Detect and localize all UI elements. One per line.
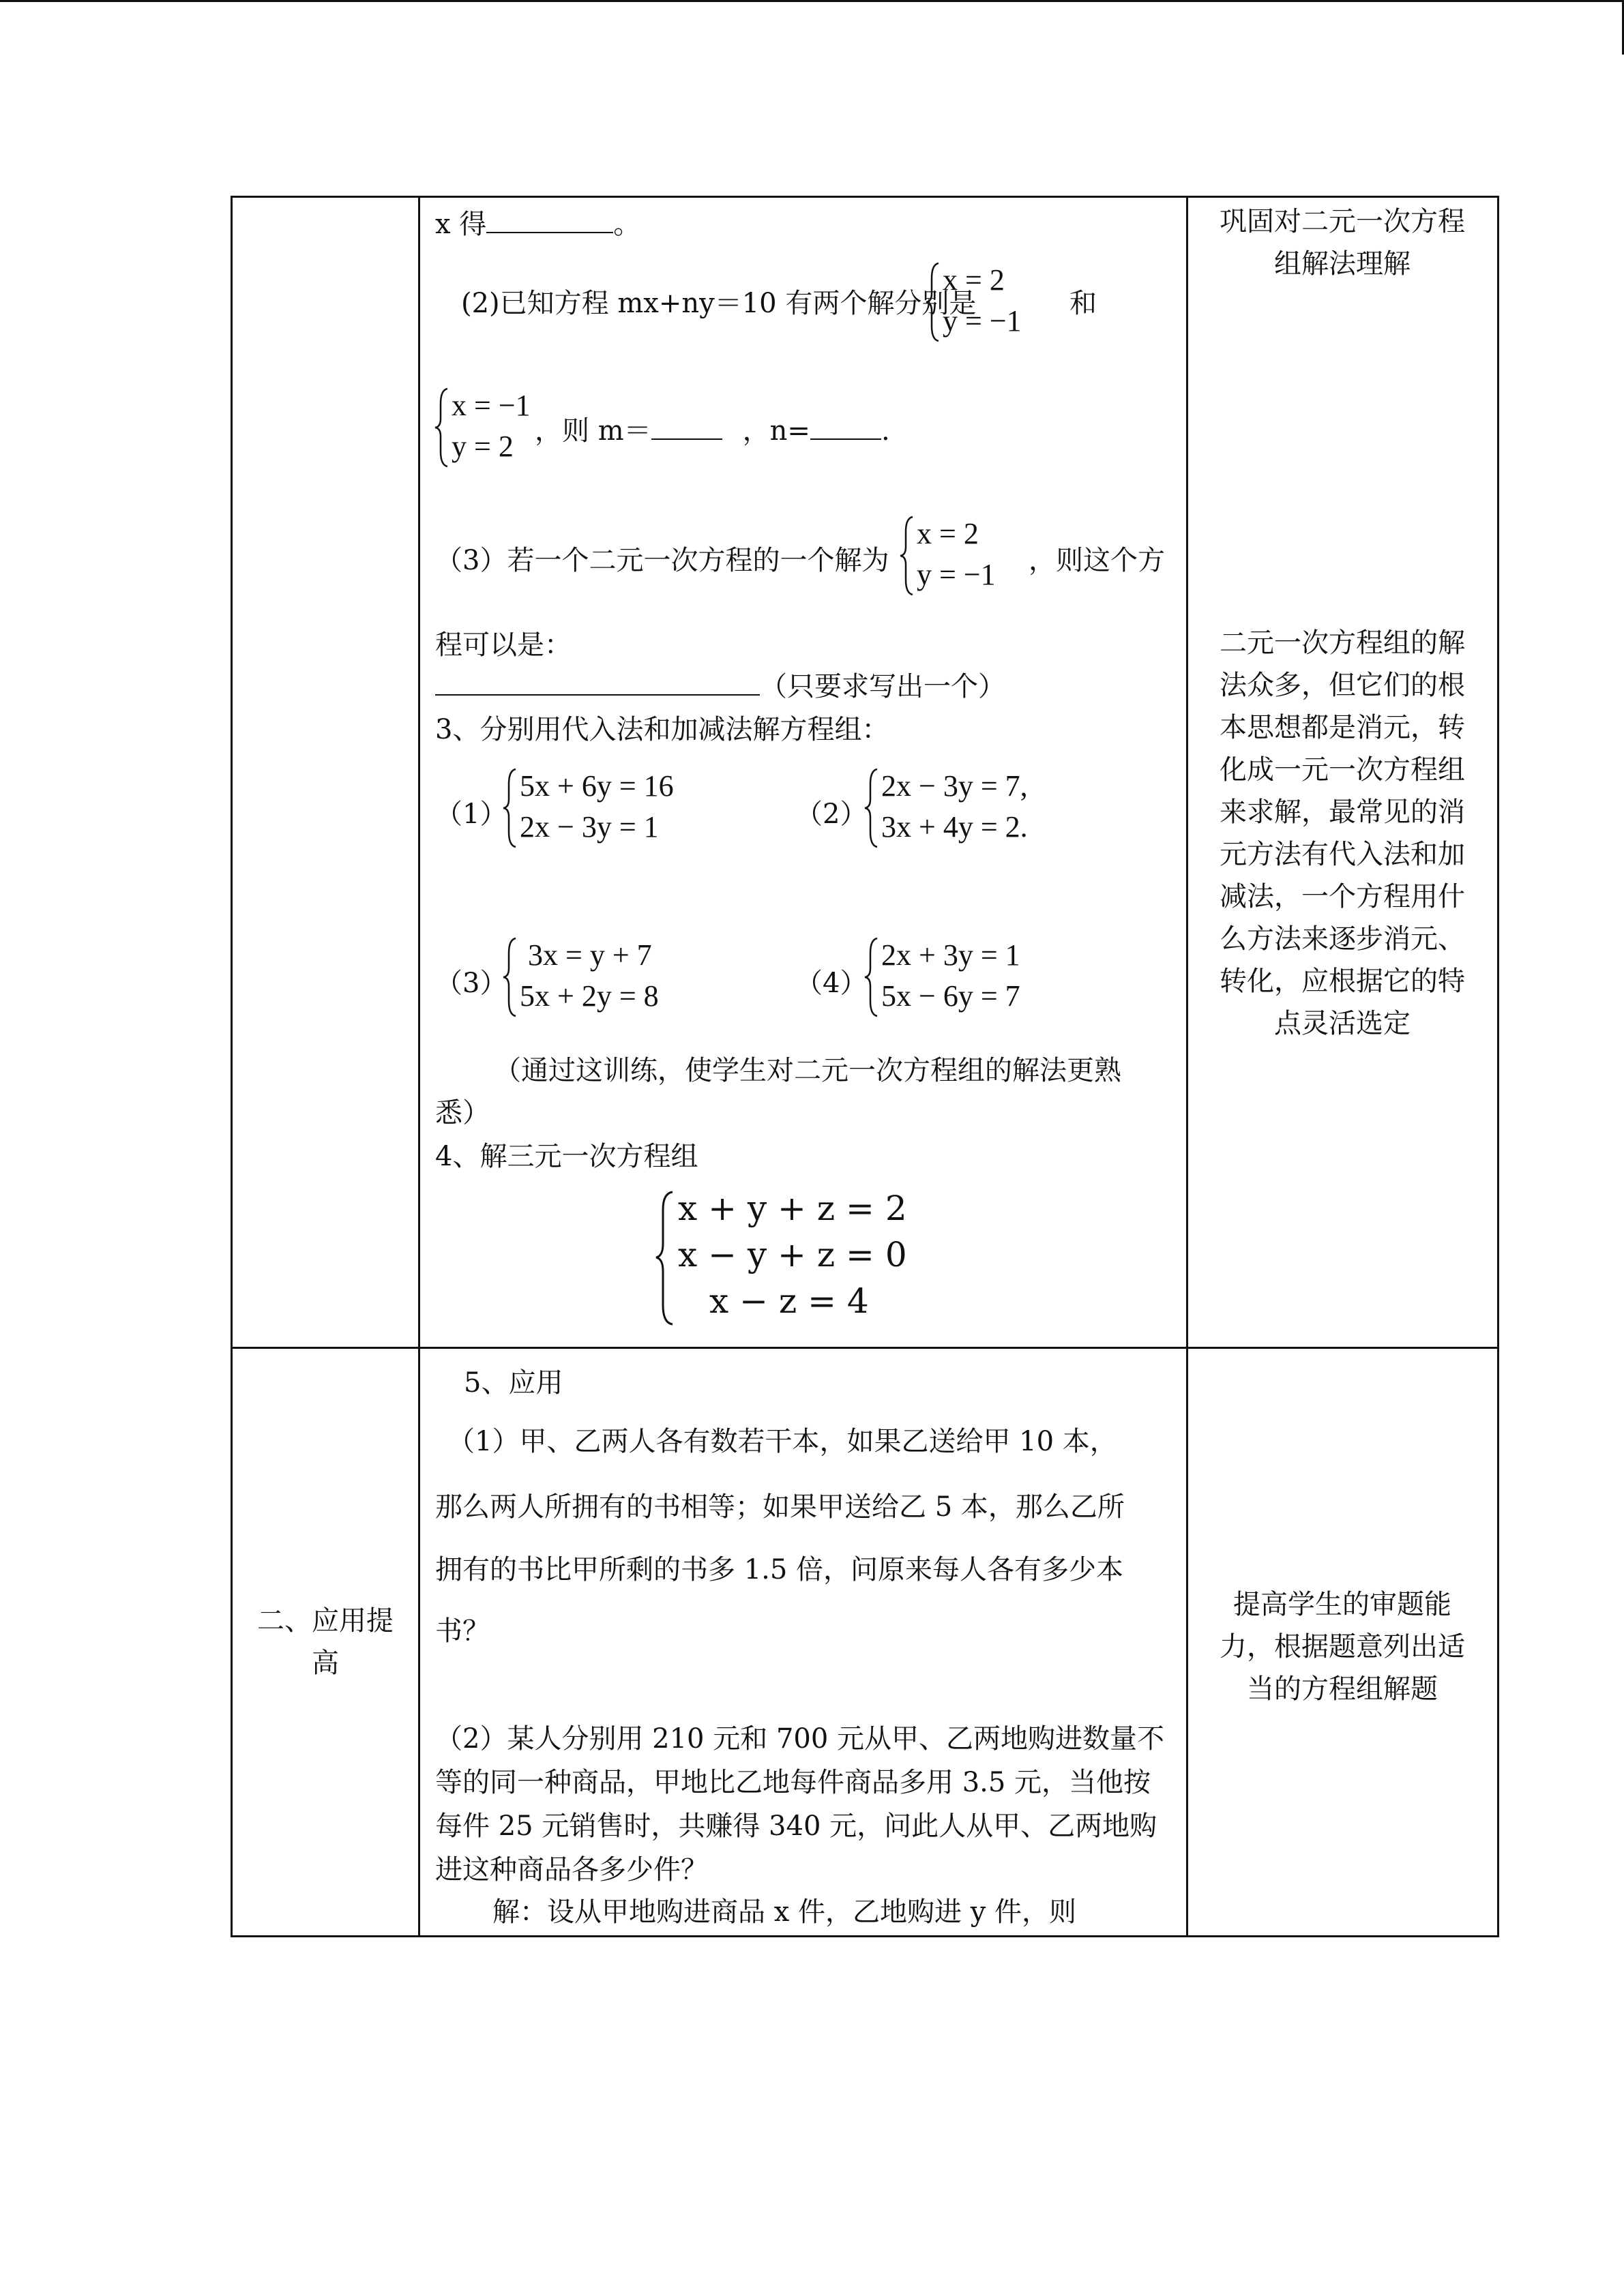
app-q2-line: 每件 25 元销售时，共赚得 340 元，问此人从甲、乙两地购 [435, 1810, 1157, 1842]
table-row [232, 197, 1498, 1348]
p3-label-1: （1） [435, 799, 507, 830]
brace-icon [924, 258, 944, 346]
app-q1-line: 拥有的书比甲所剩的书多 1.5 倍，问原来每人各有多少本 [435, 1554, 1124, 1585]
equation: x − y + z = 0 [678, 1235, 907, 1274]
p3-label-4: （4） [795, 968, 868, 999]
purpose-note-1: 巩固对二元一次方程 组解法理解 [1220, 206, 1465, 280]
brace-icon [432, 383, 453, 472]
equation: 5x + 2y = 8 [520, 979, 659, 1013]
equation: x + y + z = 2 [678, 1189, 907, 1228]
stage-cell [232, 1348, 419, 1937]
p4-system [652, 1185, 939, 1335]
equation: x = 2 [943, 263, 1005, 297]
top-border-line [0, 0, 1624, 2]
p3-label-2: （2） [795, 799, 868, 830]
equation: x − z = 4 [709, 1281, 869, 1321]
app-q2-line: （2）某人分别用 210 元和 700 元从甲、乙两地购进数量不 [435, 1723, 1165, 1755]
q2-system-1 [924, 258, 1060, 346]
equation: 2x − 3y = 7, [881, 769, 1028, 803]
equation: y = −1 [943, 304, 1022, 338]
line-x-result: x 得 。 [435, 209, 641, 240]
q3-answer-line: （只要求写出一个） [435, 670, 1005, 703]
question-2-text: (2)已知方程 mx+ny＝10 有两个解分别是 [461, 288, 977, 319]
app-q2-line: 进这种商品各多少件？ [435, 1854, 708, 1885]
p3-label-3: （3） [435, 968, 507, 999]
brace-icon [501, 933, 521, 1022]
part-5-title: 5、应用 [464, 1367, 563, 1399]
training-note-line-1: （通过这训练，使学生对二元一次方程组的解法更熟 [494, 1055, 1121, 1086]
training-note-line-2: 悉） [435, 1097, 490, 1129]
equation: 2x + 3y = 1 [881, 938, 1020, 972]
part-4-title: 4、解三元一次方程组 [435, 1141, 698, 1172]
application-cell [419, 1348, 1187, 1937]
app-q2-line: 等的同一种商品，甲地比乙地每件商品多用 3.5 元，当他按 [435, 1767, 1151, 1798]
purpose-note-3: 提高学生的审题能 力，根据题意列出适 当的方程组解题 [1220, 1589, 1465, 1705]
equation: 5x − 6y = 7 [881, 979, 1020, 1013]
purpose-cell [1187, 197, 1498, 1348]
equation: 3x + 4y = 2. [881, 810, 1028, 844]
purpose-cell [1187, 1348, 1498, 1937]
equation: 5x + 6y = 16 [520, 769, 674, 803]
solution-line: 解：设从甲地购进商品 x 件，乙地购进 y 件，则 [492, 1896, 1077, 1928]
app-q1-line: 书？ [435, 1615, 490, 1647]
p3-system-4 [862, 933, 1067, 1022]
equation: 3x = y + 7 [528, 938, 652, 972]
brace-icon [862, 933, 883, 1022]
p3-system-2 [862, 764, 1067, 852]
exercise-cell [419, 197, 1187, 1348]
stage-cell-empty [232, 197, 419, 1348]
equation: y = 2 [452, 430, 514, 463]
app-q1-line: （1）甲、乙两人各有数若干本，如果乙送给甲 10 本， [447, 1426, 1117, 1457]
equation: 2x − 3y = 1 [520, 810, 659, 844]
p3-system-1 [501, 764, 705, 852]
brace-icon [501, 764, 521, 852]
q3-continued: 程可以是： [435, 629, 572, 661]
lesson-plan-table [231, 196, 1499, 1937]
q3-suffix: ，则这个方 [1029, 545, 1165, 576]
brace-icon [898, 511, 918, 600]
brace-icon [652, 1185, 679, 1335]
question-3-text: （3）若一个二元一次方程的一个解为 [435, 545, 889, 576]
p3-system-3 [501, 933, 705, 1022]
purpose-note-2: 二元一次方程组的解 法众多，但它们的根 本思想都是消元，转 化成一元一次方程组 来求解，最常见的消 元方法有代入法和加 减法，一个方程用什 么方法来逐步消元、 转化，应根据它的特 点灵活选定 [1220, 627, 1465, 1039]
q3-system [898, 511, 1034, 600]
brace-icon [862, 764, 883, 852]
equation: x = 2 [917, 517, 979, 550]
equation: x = −1 [452, 389, 531, 422]
q2-answer-line: ，则 m＝ ，n= . [535, 415, 890, 447]
table-row [232, 1348, 1498, 1937]
part-3-title: 3、分别用代入法和加减法解方程组： [435, 714, 889, 745]
app-q1-line: 那么两人所拥有的书相等；如果甲送给乙 5 本，那么乙所 [435, 1491, 1125, 1523]
stage-title: 二、应用提 高 [257, 1605, 394, 1679]
q2-and: 和 [1069, 288, 1097, 319]
equation: y = −1 [917, 558, 996, 591]
